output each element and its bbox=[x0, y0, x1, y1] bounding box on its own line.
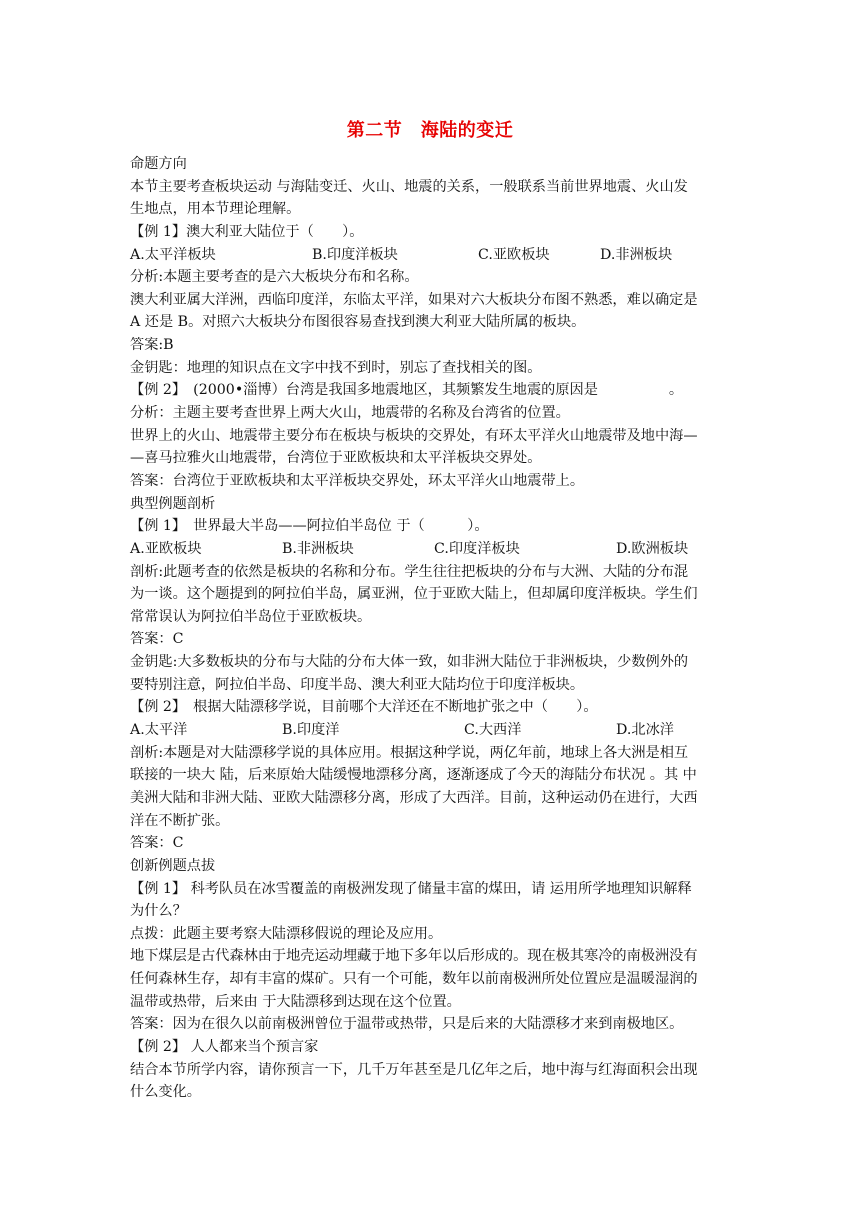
option-c: C.印度洋板块 bbox=[434, 540, 520, 557]
question-line: 【例 2】 (2000•淄博）台湾是我国多地震地区，其频繁发生地震的原因是 。 bbox=[130, 382, 684, 399]
paragraph-line: 要特别注意，阿拉伯半岛、印度半岛、澳大利亚大陆均位于印度洋板块。 bbox=[130, 676, 585, 693]
paragraph-line: —喜马拉雅火山地震带，台湾位于亚欧板块和太平洋板块交界处。 bbox=[130, 450, 542, 467]
answer-line: 答案：C bbox=[130, 835, 184, 852]
paragraph-line: 澳大利亚属大洋洲，西临印度洋，东临太平洋，如果对六大板块分布图不熟悉，难以确定是 bbox=[130, 291, 698, 308]
option-b: B.非洲板块 bbox=[282, 540, 354, 557]
tip-line: 金钥匙:大多数板块的分布与大陆的分布大体一致，如非洲大陆位于非洲板块，少数例外的 bbox=[130, 654, 689, 671]
hint-line: 点拨：此题主要考察大陆漂移假说的理论及应用。 bbox=[130, 925, 443, 942]
analysis-line: 分析：主题主要考查世界上两大火山，地震带的名称及台湾省的位置。 bbox=[130, 405, 570, 422]
paragraph-line: 本节主要考查板块运动 与海陆变迁、火山、地震的关系，一般联系当前世界地震、火山发 bbox=[130, 178, 688, 195]
option-c: C.亚欧板块 bbox=[478, 246, 550, 263]
section-heading: 创新例题点拔 bbox=[130, 857, 216, 874]
analysis-line: 分析:本题主要考查的是六大板块分布和名称。 bbox=[130, 269, 419, 286]
answer-line: 答案：台湾位于亚欧板块和太平洋板块交界处，环太平洋火山地震带上。 bbox=[130, 472, 585, 489]
paragraph-line: 常常误认为阿拉伯半岛位于亚欧板块。 bbox=[130, 608, 372, 625]
option-b: B.印度洋板块 bbox=[312, 246, 398, 263]
option-c: C.大西洋 bbox=[464, 722, 522, 739]
paragraph-line: 美洲大陆和非洲大陆、亚欧大陆漂移分离，形成了大西洋。目前，这种运动仍在进行，大西 bbox=[130, 789, 698, 806]
option-a: A.亚欧板块 bbox=[130, 540, 202, 557]
paragraph-line: 生地点，用本节理论理解。 bbox=[130, 201, 301, 218]
question-line: 【例 2】 根据大陆漂移学说，目前哪个大洋还在不断地扩张之中（ ）。 bbox=[130, 699, 598, 716]
paragraph-line: 地下煤层是古代森林由于地壳运动埋藏于地下多年以后形成的。现在极其寒冷的南极洲没有 bbox=[130, 948, 698, 965]
paragraph-line: A 还是 B。对照六大板块分布图很容易查找到澳大利亚大陆所属的板块。 bbox=[130, 314, 586, 331]
answer-options bbox=[130, 244, 730, 267]
option-a: A.太平洋板块 bbox=[130, 246, 216, 263]
answer-options bbox=[130, 719, 730, 742]
paragraph-line: 结合本节所学内容，请你预言一下，几千万年甚至是几亿年之后，地中海与红海面积会出现 bbox=[130, 1061, 698, 1078]
answer-options bbox=[130, 538, 730, 561]
option-d: D.北冰洋 bbox=[616, 722, 674, 739]
question-line: 【例 1】 科考队员在冰雪覆盖的南极洲发现了储量丰富的煤田，请 运用所学地理知识解释 bbox=[130, 880, 692, 897]
section-heading: 命题方向 bbox=[130, 156, 187, 172]
paragraph-line: 联接的一块大 陆，后来原始大陆缓慢地漂移分离，逐渐逐成了今天的海陆分布状况 。其 中 bbox=[130, 767, 697, 784]
paragraph-line: 什么变化。 bbox=[130, 1084, 201, 1101]
question-line: 【例 1】 世界最大半岛——阿拉伯半岛位 于（ ）。 bbox=[130, 518, 489, 535]
answer-line: 答案:B bbox=[130, 337, 174, 354]
question-line: 【例 2】 人人都来当个预言家 bbox=[130, 1038, 319, 1055]
paragraph-line: 温带或热带，后来由 于大陆漂移到达现在这个位置。 bbox=[130, 993, 461, 1010]
paragraph-line: 任何森林生存，却有丰富的煤矿。只有一个可能，数年以前南极洲所处位置应是温暖湿润的 bbox=[130, 971, 698, 988]
option-d: D.非洲板块 bbox=[600, 246, 673, 263]
section-heading: 典型例题剖析 bbox=[130, 495, 216, 512]
page-title: 第二节 海陆的变迁 bbox=[346, 120, 514, 141]
paragraph-line: 洋在不断扩张。 bbox=[130, 812, 230, 829]
question-line: 【例 1】澳大利亚大陆位于（ ）。 bbox=[130, 223, 364, 240]
paragraph-line: 为什么？ bbox=[130, 903, 187, 920]
answer-line: 答案：C bbox=[130, 631, 184, 648]
paragraph-line: 为一谈。这个题提到的阿拉伯半岛，属亚洲，位于亚欧大陆上，但却属印度洋板块。学生们 bbox=[130, 586, 698, 603]
analysis-line: 剖析:此题考查的依然是板块的名称和分布。学生往往把板块的分布与大洲、大陆的分布混 bbox=[130, 563, 689, 580]
tip-line: 金钥匙：地理的知识点在文字中找不到时，别忘了查找相关的图。 bbox=[130, 359, 542, 376]
option-b: B.印度洋 bbox=[282, 722, 340, 739]
document-body bbox=[130, 153, 730, 1104]
answer-line: 答案：因为在很久以前南极洲曾位于温带或热带，只是后来的大陆漂移才来到南极地区。 bbox=[130, 1016, 684, 1033]
analysis-line: 剖析:本题是对大陆漂移学说的具体应用。根据这种学说，两亿年前，地球上各大洲是相互 bbox=[130, 744, 689, 761]
option-a: A.太平洋 bbox=[130, 722, 188, 739]
paragraph-line: 世界上的火山、地震带主要分布在板块与板块的交界处，有环太平洋火山地震带及地中海— bbox=[130, 427, 698, 444]
option-d: D.欧洲板块 bbox=[616, 540, 689, 557]
